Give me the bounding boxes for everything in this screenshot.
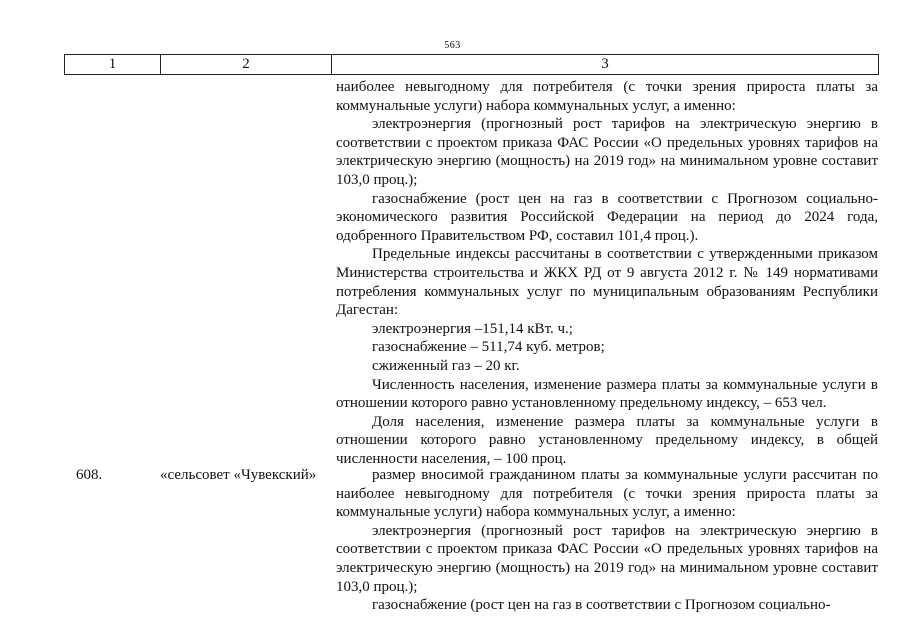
norm-item: газоснабжение – 511,74 куб. метров;	[372, 339, 605, 356]
paragraph: Предельные индексы рассчитаны в соответствии с утвержденными приказом Министерства строительства и ЖКХ РД от 9 августа 2012 г. № 149 нормативами потребления коммунальных услуг по муниципальным образованиям Республики Дагестан:	[336, 246, 878, 319]
table-header-row	[64, 54, 879, 75]
norm-item: электроэнергия –151,14 кВт. ч.;	[372, 320, 573, 337]
row-number: 608.	[76, 467, 103, 483]
paragraph: электроэнергия (прогнозный рост тарифов на электрическую энергию в соответствии с проектом приказа ФАС России «О предельных уровнях тарифов на электрическую энергию (мощность) на 2019 год» на минимальном уровне составит 103,0 проц.);	[336, 522, 878, 595]
paragraph: наиболее невыгодному для потребителя (с точки зрения прироста платы за коммунальные услуги) набора коммунальных услуг, а именно:	[336, 79, 878, 114]
column-header-3: 3	[331, 55, 879, 74]
continued-row-content	[336, 78, 878, 468]
paragraph: газоснабжение (рост цен на газ в соответствии с Прогнозом социально-	[372, 597, 831, 614]
paragraph: газоснабжение (рост цен на газ в соответствии с Прогнозом социально-экономического развития Российской Федерации на период до 2024 года, одобренного Правительством РФ, составил 101,4 проц.).	[336, 190, 878, 244]
norm-item: сжиженный газ – 20 кг.	[372, 357, 520, 374]
column-header-1: 1	[64, 55, 160, 74]
paragraph: Численность населения, изменение размера платы за коммунальные услуги в отношении которого равно установленному предельному индексу, – 653 чел.	[336, 376, 878, 412]
page-number: 563	[444, 40, 461, 51]
paragraph: размер вносимой гражданином платы за коммунальные услуги рассчитан по наиболее невыгодному для потребителя (с точки зрения прироста платы за коммунальные услуги) набора коммунальных услуг, а именно:	[336, 467, 878, 521]
paragraph: Доля населения, изменение размера платы за коммунальные услуги в отношении которого равно установленному предельному индексу, в общей численности населения, – 100 проц.	[336, 413, 878, 467]
row-608-content	[336, 466, 878, 615]
column-header-2: 2	[160, 55, 331, 74]
municipality-name: «сельсовет «Чувекский»	[160, 467, 317, 483]
paragraph: электроэнергия (прогнозный рост тарифов на электрическую энергию в соответствии с проектом приказа ФАС России «О предельных уровнях тарифов на электрическую энергию (мощность) на 2019 год» на минимальном уровне составит 103,0 проц.);	[336, 116, 878, 188]
